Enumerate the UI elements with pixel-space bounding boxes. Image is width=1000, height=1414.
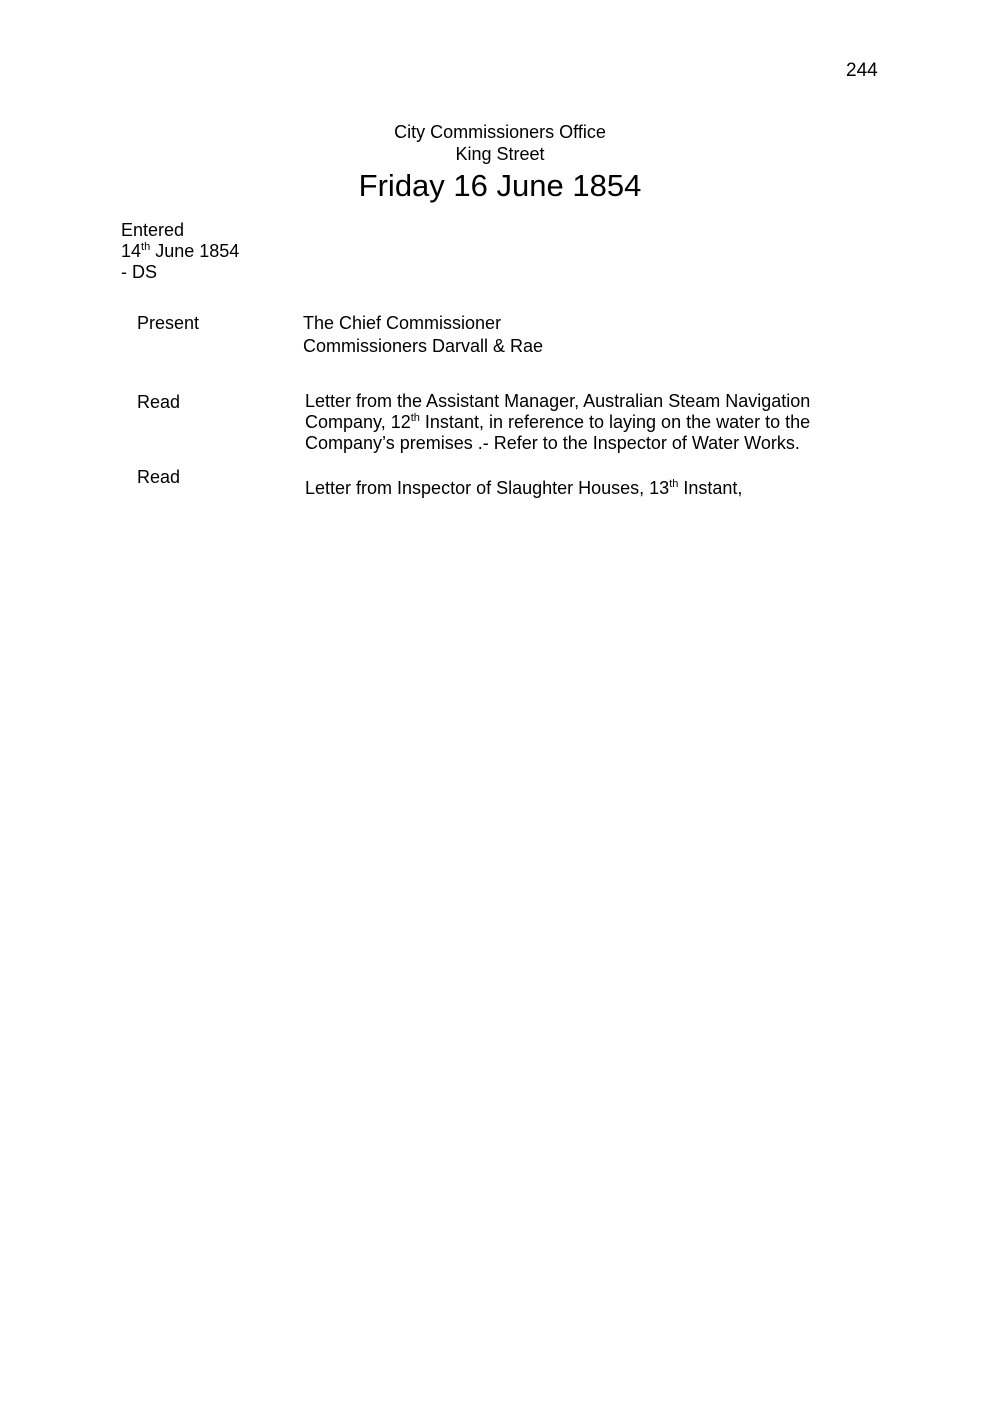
margin-note-initials: - DS: [121, 262, 157, 282]
present-label: Present: [137, 313, 200, 333]
present-line-2: Commissioners Darvall & Rae: [303, 336, 544, 356]
read-entry-1-line-2: [305, 412, 845, 433]
document-header: [0, 121, 1000, 205]
read-entry-1-line-1: Letter from the Assistant Manager, Australian Steam Navigation: [305, 391, 811, 411]
present-text: [303, 312, 843, 358]
margin-note-day: 14: [121, 241, 142, 261]
office-name: City Commissioners Office: [394, 122, 606, 142]
read-entry-1-sup: th: [410, 412, 420, 424]
read-entry-1-line-3: Company’s premises .- Refer to the Inspector of Water Works.: [305, 433, 800, 453]
read-label-2: Read: [137, 467, 181, 487]
read-entry-2-sup: th: [669, 478, 679, 490]
margin-note-day-suffix: th: [141, 241, 151, 253]
page-number: 244: [846, 60, 878, 81]
margin-note-entered: Entered: [121, 220, 185, 240]
read-entry-1-line-2b: Instant, in reference to laying on the water to the: [419, 412, 811, 432]
read-entry-1-line-2a: Company, 12: [305, 412, 411, 432]
margin-note-date: [121, 241, 239, 262]
read-label-1: Read: [137, 392, 181, 412]
meeting-date-title: Friday 16 June 1854: [358, 168, 642, 203]
read-entry-2-text-b: Instant,: [678, 478, 743, 498]
margin-note-month-year: June 1854: [150, 241, 240, 261]
present-line-1: The Chief Commissioner: [303, 313, 502, 333]
read-entry-2: [305, 478, 845, 499]
read-entry-1: [305, 391, 845, 454]
read-entry-2-text-a: Letter from Inspector of Slaughter Houses, 13: [305, 478, 670, 498]
street-name: King Street: [455, 144, 545, 164]
margin-note: [121, 220, 239, 283]
